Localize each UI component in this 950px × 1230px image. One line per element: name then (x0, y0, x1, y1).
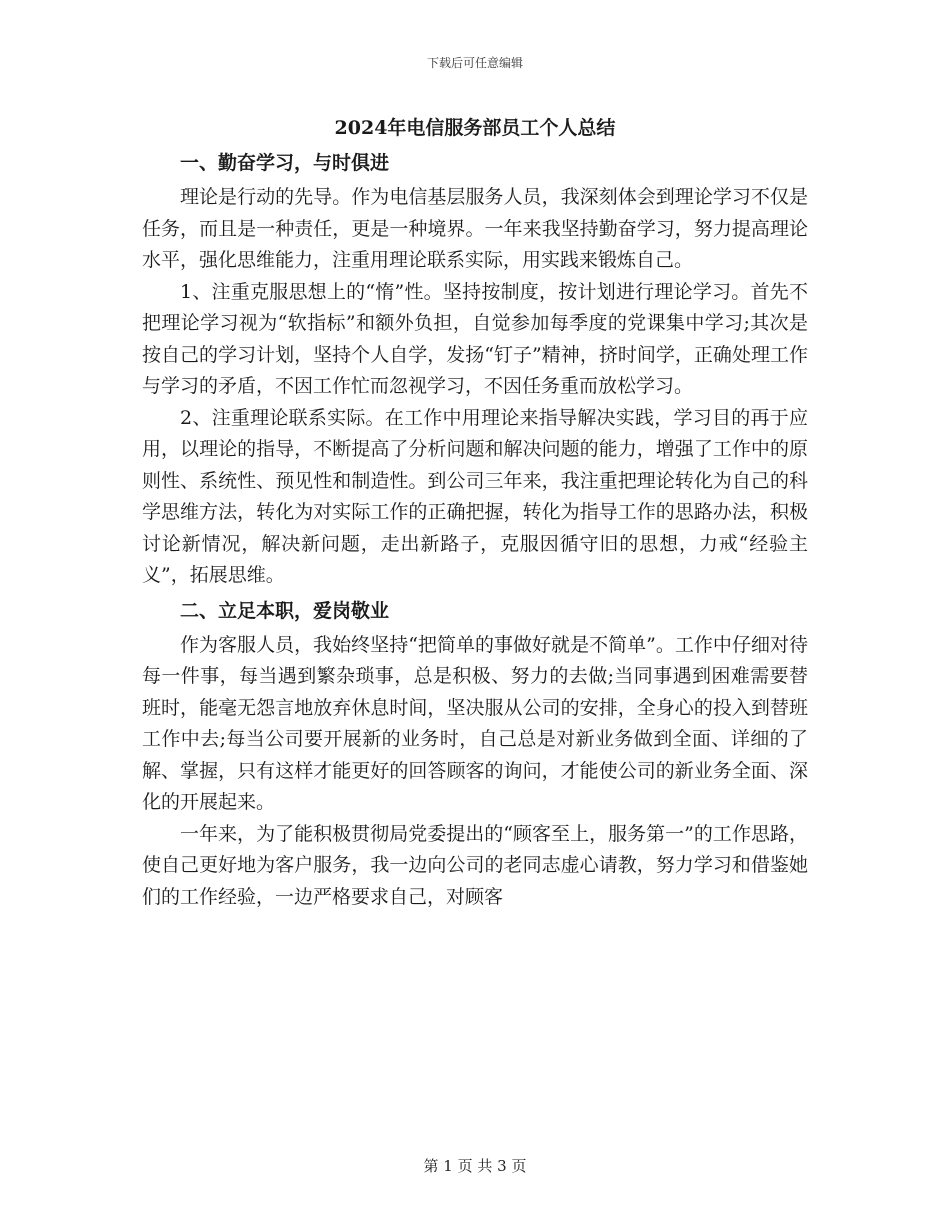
paragraph: 作为客服人员，我始终坚持“把简单的事做好就是不简单”。工作中仔细对待每一件事，每当遇到繁杂琐事，总是积极、努力的去做;当同事遇到困难需要替班时，能毫无怨言地放弃休息时间，坚决服从公司的安排，全身心的投入到替班工作中去;每当公司要开展新的业务时，自己总是对新业务做到全面、详细的了解、掌握，只有这样才能更好的回答顾客的询问，才能使公司的新业务全面、深化的开展起来。 (142, 633, 808, 813)
paragraph: 2、注重理论联系实际。在工作中用理论来指导解决实践，学习目的再于应用，以理论的指导，不断提高了分析问题和解决问题的能力，增强了工作中的原则性、系统性、预见性和制造性。到公司三年来，我注重把理论转化为自己的科学思维方法，转化为对实际工作的正确把握，转化为指导工作的思路办法，积极讨论新情况，解决新问题，走出新路子，克服因循守旧的思想，力戒“经验主义”，拓展思维。 (142, 406, 808, 586)
page-header-note: 下载后可任意编辑 (426, 56, 523, 70)
paragraph: 一年来，为了能积极贯彻局党委提出的“顾客至上，服务第一”的工作思路，使自己更好地为客户服务，我一边向公司的老同志虚心请教，努力学习和借鉴她们的工作经验，一边严格要求自己，对顾客 (142, 822, 808, 908)
document-body (142, 112, 808, 913)
section-heading-1: 一、勤奋学习，与时俱进 (180, 152, 390, 174)
document-title: 2024年电信服务部员工个人总结 (334, 117, 616, 139)
page-footer-number: 第 1 页 共 3 页 (423, 1157, 527, 1175)
paragraph: 1、注重克服思想上的“惰”性。坚持按制度，按计划进行理论学习。首先不把理论学习视为“软指标”和额外负担，自觉参加每季度的党课集中学习;其次是按自己的学习计划，坚持个人自学，发扬“钉子”精神，挤时间学，正确处理工作与学习的矛盾，不因工作忙而忽视学习，不因任务重而放松学习。 (142, 280, 808, 397)
paragraph: 理论是行动的先导。作为电信基层服务人员，我深刻体会到理论学习不仅是任务，而且是一种责任，更是一种境界。一年来我坚持勤奋学习，努力提高理论水平，强化思维能力，注重用理论联系实际，用实践来锻炼自己。 (142, 186, 808, 271)
section-heading-2: 二、立足本职，爱岗敬业 (180, 599, 390, 622)
